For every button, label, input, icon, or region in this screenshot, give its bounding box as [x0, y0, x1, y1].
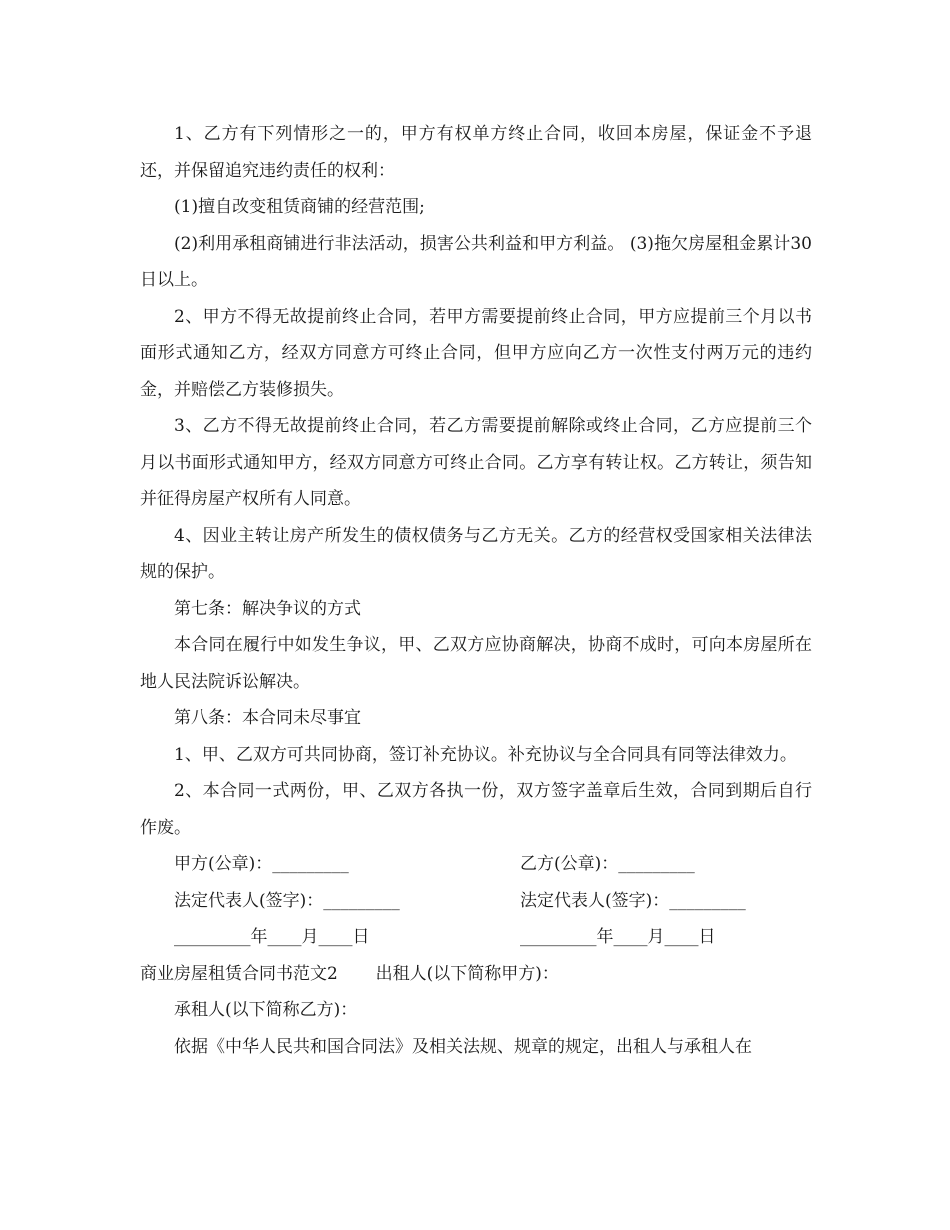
party-a-date-field: _________年____月____日 [174, 927, 370, 947]
party-a-seal-field: 甲方(公章)：_________ [174, 854, 349, 874]
clause-1-item-1: (1)擅自改变租赁商铺的经营范围; [174, 197, 425, 217]
clause-1-item-2-3: (2)利用承租商铺进行非法活动，损害公共利益和甲方利益。 (3)拖欠房屋租金累计30日以上。 [140, 233, 812, 290]
article-7-text: 本合同在履行中如发生争议，甲、乙双方应协商解决，协商不成时，可向本房屋所在地人民法院诉讼解决。 [140, 635, 812, 692]
signature-row-representative [140, 883, 812, 920]
party-b-date-field: _________年____月____日 [520, 927, 716, 947]
document-page [140, 116, 812, 1065]
second-contract-title: 商业房屋租赁合同书范文2 出租人(以下简称甲方)： [140, 963, 559, 984]
clause-3-party-b-early-termination: 3、乙方不得无故提前终止合同，若乙方需要提前解除或终止合同，乙方应提前三个月以书面形式通知甲方，经双方同意方可终止合同。乙方享有转让权。乙方转让，须告知并征得房屋产权所有人同意。 [140, 416, 812, 509]
article-8-item-2: 2、本合同一式两份，甲、乙双方各执一份，双方签字盖章后生效，合同到期后自行作废。 [140, 781, 812, 838]
second-contract-intro: 依据《中华人民共和国合同法》及相关法规、规章的规定，出租人与承租人在 [174, 1036, 752, 1057]
clause-4-property-transfer: 4、因业主转让房产所发生的债权债务与乙方无关。乙方的经营权受国家相关法律法规的保护。 [140, 525, 812, 582]
article-8-heading: 第八条：本合同未尽事宜 [174, 708, 361, 728]
signature-row-date [140, 919, 812, 956]
article-8-item-1: 1、甲、乙双方可共同协商，签订补充协议。补充协议与全合同具有同等法律效力。 [174, 744, 797, 765]
party-b-representative-field: 法定代表人(签字)：_________ [520, 890, 746, 911]
clause-1-termination-by-party-a: 1、乙方有下列情形之一的，甲方有权单方终止合同，收回本房屋，保证金不予退还，并保留追究违约责任的权利： [140, 124, 812, 181]
second-contract-lessee: 承租人(以下简称乙方)： [174, 1000, 358, 1020]
signature-row-seal [140, 846, 812, 883]
article-7-heading: 第七条：解决争议的方式 [174, 598, 361, 619]
party-a-representative-field: 法定代表人(签字)：_________ [174, 890, 400, 911]
clause-2-party-a-early-termination: 2、甲方不得无故提前终止合同，若甲方需要提前终止合同，甲方应提前三个月以书面形式通知乙方，经双方同意方可终止合同，但甲方应向乙方一次性支付两万元的违约金，并赔偿乙方装修损失。 [140, 306, 812, 400]
party-b-seal-field: 乙方(公章)：_________ [520, 854, 695, 874]
